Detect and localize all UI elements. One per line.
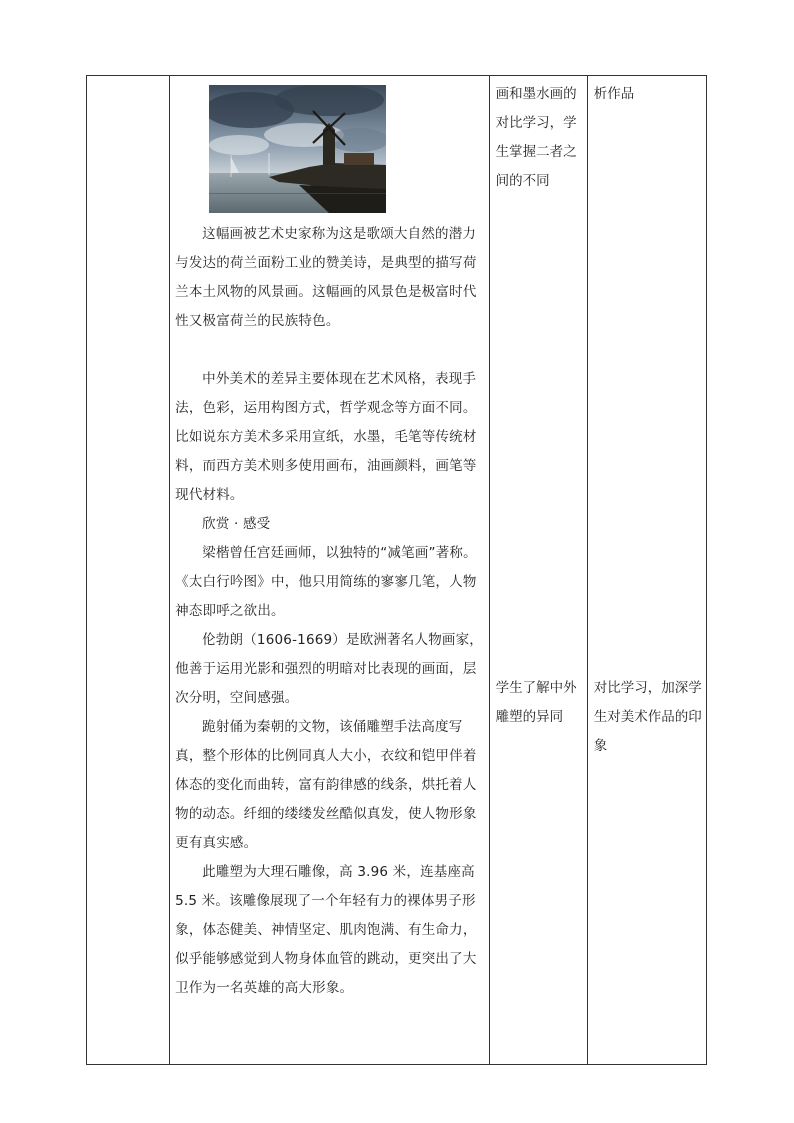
design-intent-top: 析作品 <box>593 86 635 102</box>
paragraph-kneeling-archer: 跪射俑为秦朝的文物，该俑雕塑手法高度写真，整个形体的比例同真人大小，衣纹和铠甲伴着体态的变化而曲转，富有韵律感的线条，烘托着人物的动态。纤细的缕缕发丝酷似真发，使人物形象更有真实感。 <box>175 719 477 851</box>
paragraph-liangkai: 梁楷曾任宫廷画师，以独特的“减笔画”著称。《太白行吟图》中，他只用简练的寥寥几笔，人物神态即呼之欲出。 <box>175 545 477 619</box>
table-row <box>87 76 707 1065</box>
student-activity-top: 画和墨水画的对比学习，学生掌握二者之间的不同 <box>495 86 577 189</box>
design-intent-cell <box>587 76 706 1065</box>
spacer <box>170 336 489 365</box>
student-activity-cell <box>489 76 587 1065</box>
empty-cell <box>87 76 170 1065</box>
paragraph-differences: 中外美术的差异主要体现在艺术风格，表现手法，色彩，运用构图方式，哲学观念等方面不同。比如说东方美术多采用宣纸，水墨，毛笔等传统材料，而西方美术则多使用画布，油画颜料，画笔等现代材料。 <box>175 371 477 503</box>
student-activity-mid: 学生了解中外雕塑的异同 <box>495 680 577 725</box>
windmill-painting <box>209 85 386 213</box>
content-cell <box>170 76 490 1065</box>
design-intent-mid: 对比学习，加深学生对美术作品的印象 <box>593 680 702 754</box>
section-heading: 欣赏 · 感受 <box>202 516 271 532</box>
paragraph-painting-description: 这幅画被艺术史家称为这是歌颂大自然的潜力与发达的荷兰面粉工业的赞美诗，是典型的描写荷兰本土风物的风景画。这幅画的风景色是极富时代性又极富荷兰的民族特色。 <box>175 226 477 329</box>
lesson-table <box>86 75 707 1065</box>
paragraph-david: 此雕塑为大理石雕像，高 3.96 米，连基座高 5.5 米。该雕像展现了一个年轻有力的裸体男子形象，体态健美、神情坚定、肌肉饱满、有生命力，似乎能够感觉到人物身体血管的跳动，更突出了大卫作为一名英雄的高大形象。 <box>175 864 477 996</box>
paragraph-rembrandt: 伦勃朗（1606-1669）是欧洲著名人物画家，他善于运用光影和强烈的明暗对比表现的画面，层次分明，空间感强。 <box>175 632 484 706</box>
